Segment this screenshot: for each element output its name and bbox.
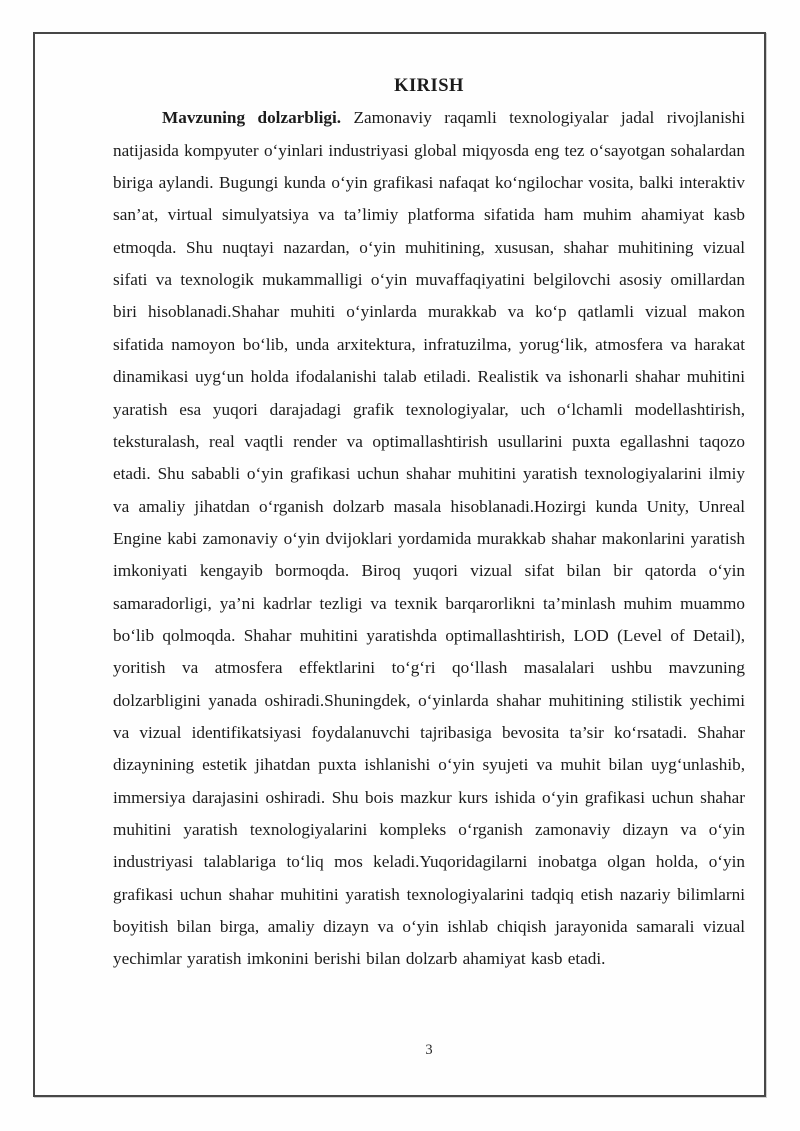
page-number: 3 — [425, 1042, 433, 1058]
paragraph-lead: Mavzuning dolzarbligi. — [162, 108, 342, 128]
paragraph-text: Zamonaviy raqamli texnologiyalar jadal rivojlanishi natijasida kompyuter o‘yinlari industriyasi global miqyosda eng tez o‘sayotgan sohalardan biriga aylandi. Bugungi kunda o‘yin grafikasi nafaqat ko‘ngilochar vosita, balki interaktiv san’at, virtual simulyatsiya va ta’limiy platforma sifatida ham muhim ahamiyat kasb etmoqda. Shu nuqtayi nazardan, o‘yin muhitining, xususan, shahar muhitining vizual sifati va texnologik mukammalligi o‘yin muvaffaqiyatini belgilovchi asosiy omillardan biri hisoblanadi.Shahar muhiti o‘yinlarda murakkab va ko‘p qatlamli vizual makon sifatida namoyon bo‘lib, unda arxitektura, infratuzilma, yorug‘lik, atmosfera va harakat dinamikasi uyg‘un holda ifodalanishi talab etiladi. Realistik va ishonarli shahar muhitini yaratish esa yuqori darajadagi grafik texnologiyalar, uch o‘lchamli modellashtirish, teksturalash, real vaqtli render va optimallashtirish usullarini puxta egallashni taqozo etadi. Shu sababli o‘yin grafikasi uchun shahar muhitini yaratish texnologiyalarini ilmiy va amaliy jihatdan o‘rganish dolzarb masala hisoblanadi.Hozirgi kunda Unity, Unreal Engine kabi zamonaviy o‘yin dvijoklari yordamida murakkab shahar makonlarini yaratish imkoniyati kengayib bormoqda. Biroq yuqori vizual sifat bilan bir qatorda o‘yin samaradorligi, ya’ni kadrlar tezligi va texnik barqarorlikni ta’minlash muhim muammo bo‘lib qolmoqda. Shahar muhitini yaratishda optimallashtirish, LOD (Level of Detail), yoritish va atmosfera effektlarini to‘g‘ri qo‘llash masalalari ushbu mavzuning dolzarbligini yanada oshiradi.Shuningdek, o‘yinlarda shahar muhitining stilistik yechimi va vizual identifikatsiyasi foydalanuvchi tajribasiga bevosita ta’sir ko‘rsatadi. Shahar dizaynining estetik jihatdan puxta ishlanishi o‘yin syujeti va muhit bilan uyg‘unlashib, immersiya darajasini oshiradi. Shu bois mazkur kurs ishida o‘yin grafikasi uchun shahar muhitini yaratish texnologiyalarini kompleks o‘rganish zamonaviy dizayn va o‘yin industriyasi talablariga to‘liq mos keladi.Yuqoridagilarni inobatga olgan holda, o‘yin grafikasi uchun shahar muhitini yaratish texnologiyalarini tadqiq etish nazariy bilimlarni boyitish bilan birga, amaliy dizayn va o‘yin ishlab chiqish jarayonida samarali vizual yechimlar yaratish imkonini berishi bilan dolzarb ahamiyat kasb etadi. — [113, 108, 745, 969]
page-title: KIRISH — [394, 76, 464, 96]
body-paragraph — [113, 102, 745, 975]
page-content — [113, 70, 745, 976]
